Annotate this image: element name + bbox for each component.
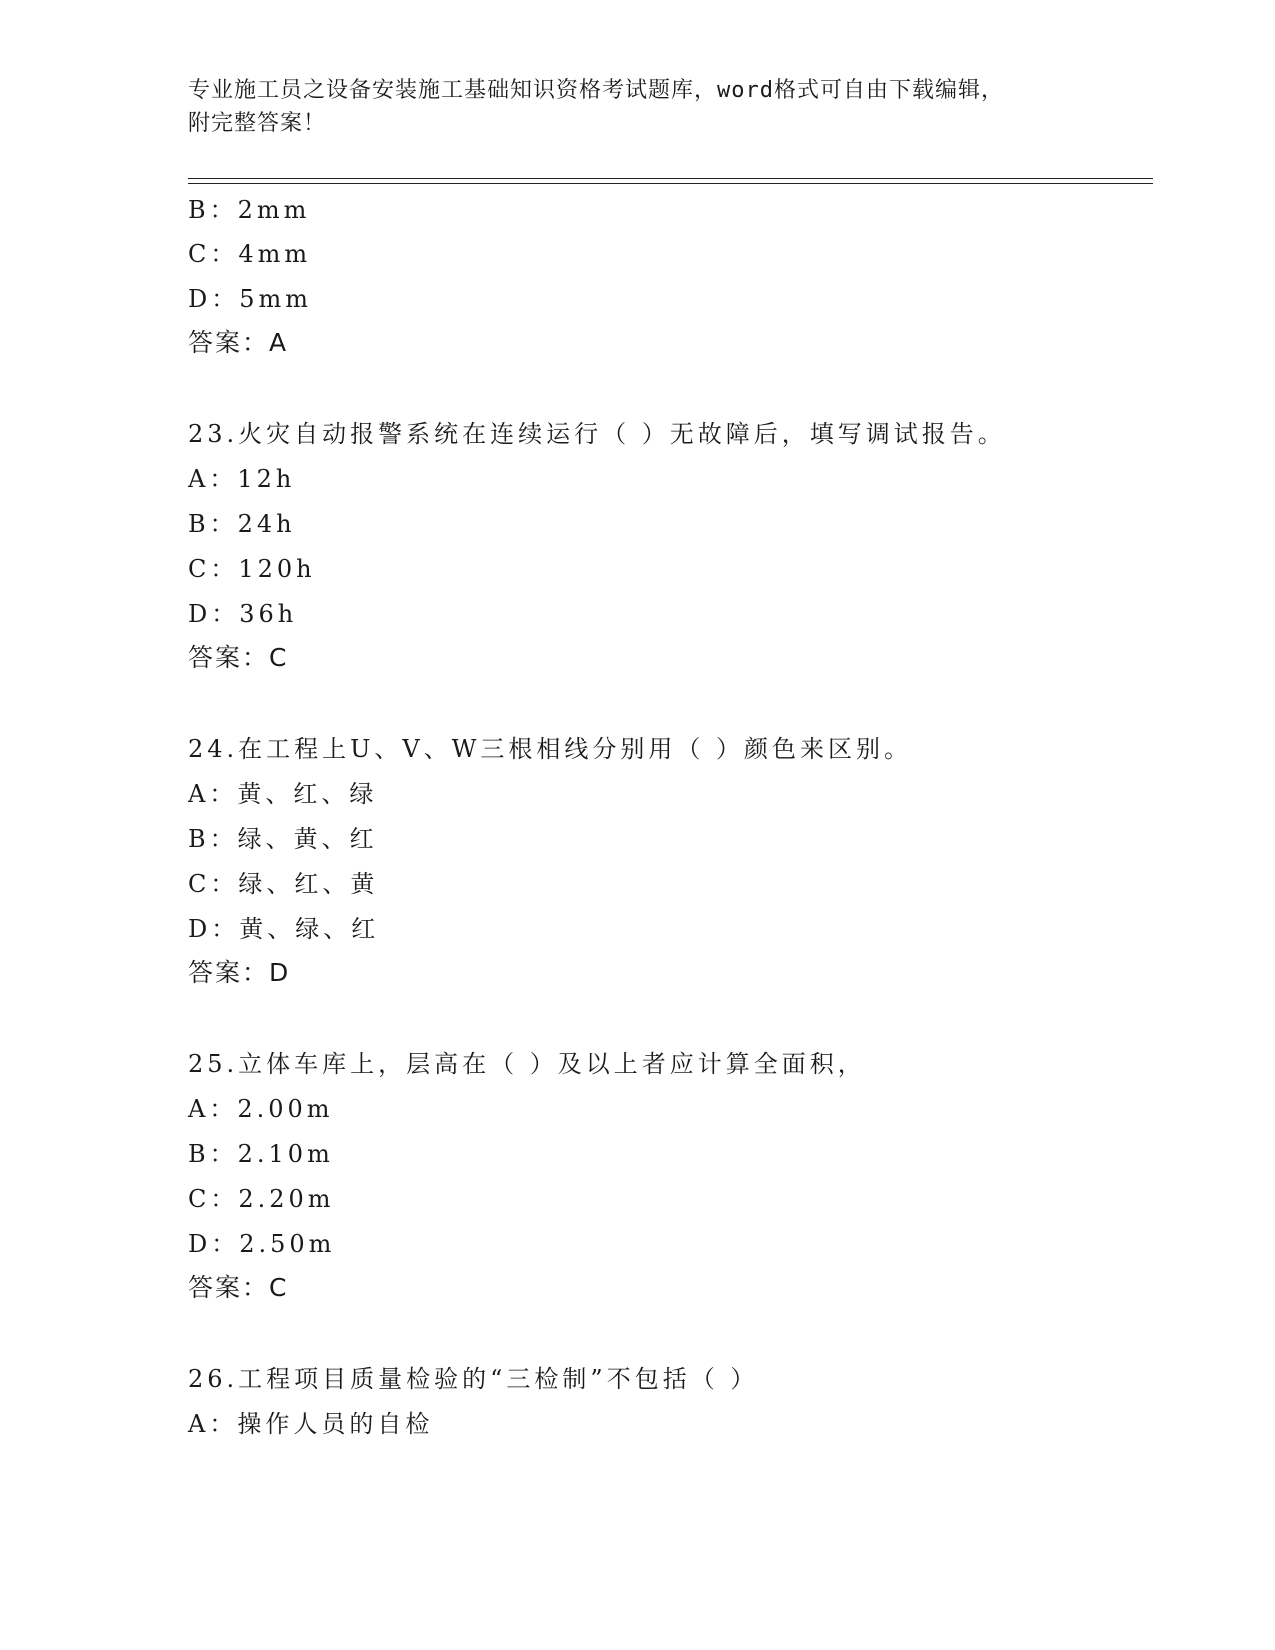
q22-option-c: C：4mm — [188, 240, 312, 268]
q23-option-b: B：24h — [188, 510, 296, 538]
q24-answer: 答案：D — [188, 958, 291, 987]
q22-option-d: D：5mm — [188, 285, 313, 313]
q25-answer: 答案：C — [188, 1273, 289, 1302]
q22-answer: 答案：A — [188, 328, 289, 357]
q23-option-c: C：120h — [188, 555, 316, 583]
q23-question: 23.火灾自动报警系统在连续运行（ ）无故障后，填写调试报告。 — [188, 420, 1006, 448]
q23-answer: 答案：C — [188, 643, 289, 672]
q24-option-d: D：黄、绿、红 — [188, 915, 380, 943]
q25-option-b: B：2.10m — [188, 1140, 334, 1168]
q25-option-c: C：2.20m — [188, 1185, 335, 1213]
q24-option-c: C：绿、红、黄 — [188, 870, 379, 898]
document-header — [188, 74, 1068, 140]
q24-option-a: A：黄、红、绿 — [188, 780, 378, 808]
q24-question: 24.在工程上U、V、W三根相线分别用（ ）颜色来区别。 — [188, 735, 913, 763]
q25-question: 25.立体车库上，层高在（ ）及以上者应计算全面积， — [188, 1050, 866, 1078]
header-divider-bottom — [188, 183, 1153, 184]
q23-option-a: A：12h — [188, 465, 296, 493]
q25-option-d: D：2.50m — [188, 1230, 336, 1258]
q22-option-b: B：2mm — [188, 196, 311, 224]
header-line-1: 专业施工员之设备安装施工基础知识资格考试题库，word格式可自由下载编辑， — [188, 78, 1004, 103]
q24-option-b: B：绿、黄、红 — [188, 825, 378, 853]
q26-option-a: A：操作人员的自检 — [188, 1410, 434, 1438]
q25-option-a: A：2.00m — [188, 1095, 334, 1123]
header-line-2: 附完整答案！ — [188, 111, 327, 136]
header-divider-top — [188, 178, 1153, 179]
q26-question: 26.工程项目质量检验的“三检制”不包括（ ） — [188, 1365, 759, 1393]
q23-option-d: D：36h — [188, 600, 298, 628]
